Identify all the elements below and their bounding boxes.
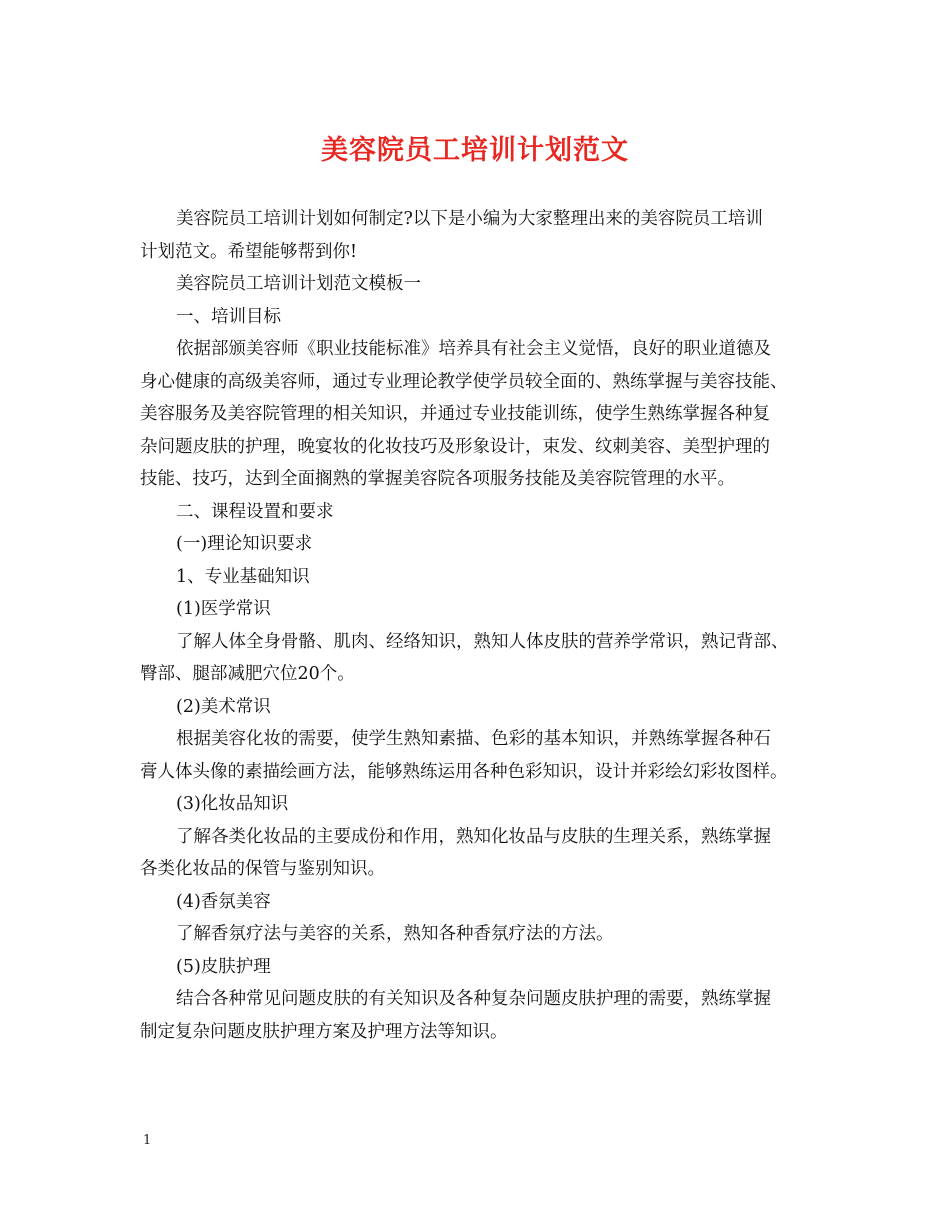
body-line: 臀部、腿部减肥穴位20个。 xyxy=(140,664,355,684)
body-line: 制定复杂问题皮肤护理方案及护理方法等知识。 xyxy=(140,1021,508,1042)
document-title: 美容院员工培训计划范文 xyxy=(321,135,629,166)
body-line: 依据部颁美容师《职业技能标准》培养具有社会主义觉悟，良好的职业道德及 xyxy=(176,339,771,359)
subsection-heading: 1、专业基础知识 xyxy=(176,566,310,587)
body-line: 美容服务及美容院管理的相关知识，并通过专业技能训练，使学生熟练掌握各种复 xyxy=(140,404,770,424)
document-body xyxy=(140,203,830,1048)
body-line: 杂问题皮肤的护理，晚宴妆的化妆技巧及形象设计，束发、纹刺美容、美型护理的 xyxy=(140,436,770,457)
body-line: 了解人体全身骨骼、肌肉、经络知识，熟知人体皮肤的营养学常识，熟记背部、 xyxy=(176,631,789,652)
body-line: 技能、技巧，达到全面搁熟的掌握美容院各项服务技能及美容院管理的水平。 xyxy=(140,469,735,489)
item-heading: (2)美术常识 xyxy=(176,696,271,717)
section-heading: 二、课程设置和要求 xyxy=(176,501,334,522)
item-heading: (4)香氛美容 xyxy=(176,891,271,912)
section-subtitle: 美容院员工培训计划范文模板一 xyxy=(176,274,421,294)
body-line: 根据美容化妆的需要，使学生熟知素描、色彩的基本知识，并熟练掌握各种石 xyxy=(176,729,771,749)
body-line: 膏人体头像的素描绘画方法，能够熟练运用各种色彩知识，设计并彩绘幻彩妆图样。 xyxy=(140,761,788,782)
body-line: 美容院员工培训计划如何制定?以下是小编为大家整理出来的美容院员工培训 xyxy=(176,209,763,229)
body-line: 了解香氛疗法与美容的关系，熟知各种香氛疗法的方法。 xyxy=(176,924,614,944)
body-line: 各类化妆品的保管与鉴别知识。 xyxy=(140,859,385,879)
item-heading: (5)皮肤护理 xyxy=(176,956,271,977)
body-line: 了解各类化妆品的主要成份和作用，熟知化妆品与皮肤的生理关系，熟练掌握 xyxy=(176,826,771,847)
body-line: 身心健康的高级美容师，通过专业理论教学使学员较全面的、熟练掌握与美容技能、 xyxy=(140,371,788,392)
section-heading: 一、培训目标 xyxy=(176,306,281,327)
body-line: 计划范文。希望能够帮到你! xyxy=(140,241,358,262)
item-heading: (1)医学常识 xyxy=(176,599,271,619)
item-heading: (3)化妆品知识 xyxy=(176,794,289,814)
page-number: 1 xyxy=(143,1133,152,1148)
subsection-heading: (一)理论知识要求 xyxy=(176,534,313,554)
body-line: 结合各种常见问题皮肤的有关知识及各种复杂问题皮肤护理的需要，熟练掌握 xyxy=(176,989,771,1009)
